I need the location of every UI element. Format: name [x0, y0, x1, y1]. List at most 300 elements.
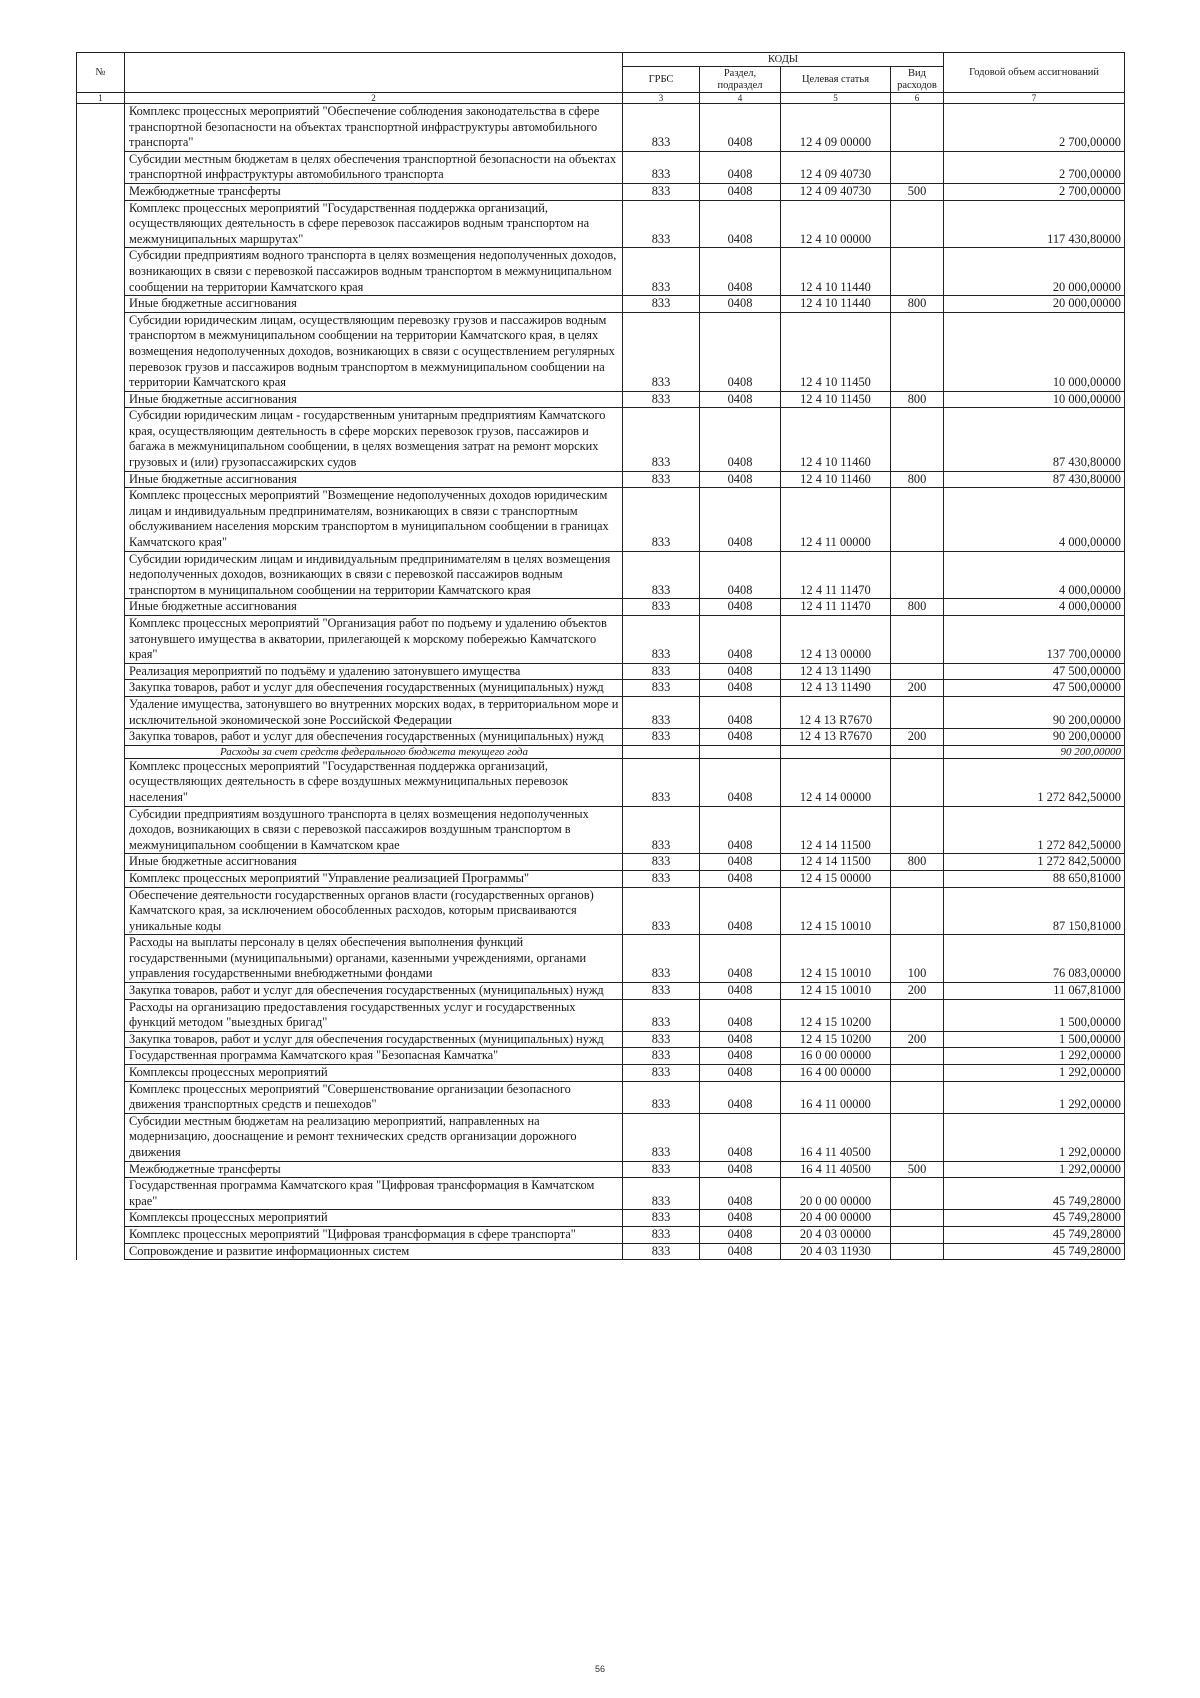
grbs-cell: 833	[623, 1048, 700, 1065]
table-row	[77, 729, 1125, 746]
expense-type-cell	[891, 1081, 944, 1113]
amount-cell: 1 272 842,50000	[944, 758, 1125, 806]
grbs-cell: 833	[623, 616, 700, 664]
row-number-cell	[77, 104, 125, 152]
section-cell: 0408	[700, 104, 781, 152]
section-cell: 0408	[700, 1081, 781, 1113]
table-row	[77, 1161, 1125, 1178]
target-cell: 20 4 03 11930	[781, 1243, 891, 1260]
table-body	[77, 104, 1125, 1260]
amount-cell: 1 292,00000	[944, 1048, 1125, 1065]
section-cell: 0408	[700, 1161, 781, 1178]
section-cell	[700, 745, 781, 758]
grbs-cell: 833	[623, 663, 700, 680]
expense-name-cell: Обеспечение деятельности государственных органов власти (государственных органов) Камчатского края, за исключением обособленных расходов, которым присваиваются уникальные коды	[125, 887, 623, 935]
page-number: 56	[594, 1664, 605, 1674]
header-codes: КОДЫ	[623, 53, 944, 67]
section-cell: 0408	[700, 854, 781, 871]
table-row	[77, 935, 1125, 983]
row-number-cell	[77, 248, 125, 296]
amount-cell: 1 500,00000	[944, 1031, 1125, 1048]
target-cell: 12 4 11 00000	[781, 488, 891, 551]
section-cell: 0408	[700, 999, 781, 1031]
expense-name-cell: Государственная программа Камчатского края "Безопасная Камчатка"	[125, 1048, 623, 1065]
amount-cell: 45 749,28000	[944, 1210, 1125, 1227]
target-cell: 12 4 09 40730	[781, 151, 891, 183]
table-row	[77, 183, 1125, 200]
expense-name-cell: Субсидии юридическим лицам, осуществляющим перевозку грузов и пассажиров водным транспортом в межмуниципальном сообщении на территории Камчатского края, в целях возмещения недополученных доходов, возникающих в связи с осуществлением регулярных перевозок грузов и пассажиров водным транспортом в межмуниципальном сообщении на территории Камчатского края	[125, 312, 623, 391]
row-number-cell	[77, 663, 125, 680]
target-cell: 12 4 15 10010	[781, 887, 891, 935]
grbs-cell: 833	[623, 104, 700, 152]
row-number-cell	[77, 935, 125, 983]
amount-cell: 45 749,28000	[944, 1243, 1125, 1260]
header-name-blank	[125, 53, 623, 93]
table-row	[77, 806, 1125, 854]
header-section: Раздел, подраздел	[700, 67, 781, 93]
expense-type-cell: 200	[891, 983, 944, 1000]
target-cell: 16 0 00 00000	[781, 1048, 891, 1065]
table-row	[77, 599, 1125, 616]
section-cell: 0408	[700, 296, 781, 313]
grbs-cell: 833	[623, 488, 700, 551]
section-cell: 0408	[700, 870, 781, 887]
col-num-2: 2	[125, 93, 623, 104]
section-cell: 0408	[700, 1031, 781, 1048]
target-cell: 12 4 13 R7670	[781, 729, 891, 746]
row-number-cell	[77, 887, 125, 935]
row-number-cell	[77, 806, 125, 854]
grbs-cell: 833	[623, 151, 700, 183]
expense-name-cell: Закупка товаров, работ и услуг для обеспечения государственных (муниципальных) нужд	[125, 680, 623, 697]
grbs-cell: 833	[623, 729, 700, 746]
grbs-cell: 833	[623, 551, 700, 599]
expense-name-cell: Закупка товаров, работ и услуг для обеспечения государственных (муниципальных) нужд	[125, 983, 623, 1000]
expense-type-cell: 200	[891, 729, 944, 746]
expense-type-cell	[891, 870, 944, 887]
grbs-cell: 833	[623, 806, 700, 854]
expense-name-cell: Государственная программа Камчатского края "Цифровая трансформация в Камчатском крае"	[125, 1178, 623, 1210]
section-cell: 0408	[700, 696, 781, 728]
expense-name-cell: Субсидии юридическим лицам и индивидуальным предпринимателям в целях возмещения недополученных доходов, возникающих в связи с перевозкой пассажиров водным транспортом в муниципальном сообщении на территории Камчатского края	[125, 551, 623, 599]
section-cell: 0408	[700, 983, 781, 1000]
table-row	[77, 551, 1125, 599]
section-cell: 0408	[700, 806, 781, 854]
expense-type-cell: 200	[891, 1031, 944, 1048]
expense-name-cell: Закупка товаров, работ и услуг для обеспечения государственных (муниципальных) нужд	[125, 1031, 623, 1048]
amount-cell: 87 430,80000	[944, 471, 1125, 488]
table-row	[77, 200, 1125, 248]
amount-cell: 20 000,00000	[944, 296, 1125, 313]
expense-name-cell: Комплексы процессных мероприятий	[125, 1210, 623, 1227]
table-row	[77, 1113, 1125, 1161]
section-cell: 0408	[700, 408, 781, 471]
expense-name-cell: Комплекс процессных мероприятий "Цифровая трансформация в сфере транспорта"	[125, 1226, 623, 1243]
expense-type-cell: 800	[891, 391, 944, 408]
table-row	[77, 1243, 1125, 1260]
amount-cell: 90 200,00000	[944, 745, 1125, 758]
row-number-cell	[77, 1210, 125, 1227]
amount-cell: 87 150,81000	[944, 887, 1125, 935]
row-number-cell	[77, 870, 125, 887]
row-number-cell	[77, 854, 125, 871]
col-num-5: 5	[781, 93, 891, 104]
table-row	[77, 887, 1125, 935]
grbs-cell: 833	[623, 408, 700, 471]
section-cell: 0408	[700, 680, 781, 697]
expense-type-cell	[891, 999, 944, 1031]
table-row	[77, 104, 1125, 152]
target-cell: 12 4 15 10200	[781, 1031, 891, 1048]
expense-name-cell: Комплекс процессных мероприятий "Обеспечение соблюдения законодательства в сфере транспортной безопасности на объектах транспортной инфраструктуры автомобильного транспорта"	[125, 104, 623, 152]
table-row	[77, 758, 1125, 806]
row-number-cell	[77, 599, 125, 616]
row-number-cell	[77, 1065, 125, 1082]
table-row	[77, 1210, 1125, 1227]
expense-name-cell: Субсидии местным бюджетам на реализацию мероприятий, направленных на модернизацию, дооснащение и ремонт технических средств организации дорожного движения	[125, 1113, 623, 1161]
grbs-cell: 833	[623, 1210, 700, 1227]
expense-type-cell	[891, 248, 944, 296]
target-cell: 12 4 13 11490	[781, 663, 891, 680]
target-cell	[781, 745, 891, 758]
amount-cell: 45 749,28000	[944, 1226, 1125, 1243]
amount-cell: 1 500,00000	[944, 999, 1125, 1031]
expense-name-cell: Иные бюджетные ассигнования	[125, 391, 623, 408]
amount-cell: 10 000,00000	[944, 391, 1125, 408]
expense-name-cell: Комплекс процессных мероприятий "Управление реализацией Программы"	[125, 870, 623, 887]
amount-cell: 47 500,00000	[944, 663, 1125, 680]
section-cell: 0408	[700, 616, 781, 664]
grbs-cell: 833	[623, 870, 700, 887]
table-row	[77, 854, 1125, 871]
row-number-cell	[77, 1081, 125, 1113]
target-cell: 20 0 00 00000	[781, 1178, 891, 1210]
table-row	[77, 663, 1125, 680]
section-cell: 0408	[700, 1210, 781, 1227]
expense-type-cell	[891, 887, 944, 935]
amount-cell: 45 749,28000	[944, 1178, 1125, 1210]
expense-type-cell	[891, 1178, 944, 1210]
expense-name-cell: Комплекс процессных мероприятий "Совершенствование организации безопасного движения транспортных средств и пешеходов"	[125, 1081, 623, 1113]
amount-cell: 1 292,00000	[944, 1113, 1125, 1161]
grbs-cell: 833	[623, 854, 700, 871]
amount-cell: 117 430,80000	[944, 200, 1125, 248]
section-cell: 0408	[700, 935, 781, 983]
grbs-cell: 833	[623, 696, 700, 728]
section-cell: 0408	[700, 488, 781, 551]
expense-name-cell: Иные бюджетные ассигнования	[125, 854, 623, 871]
expense-type-cell	[891, 408, 944, 471]
target-cell: 12 4 09 00000	[781, 104, 891, 152]
expense-name-cell: Закупка товаров, работ и услуг для обеспечения государственных (муниципальных) нужд	[125, 729, 623, 746]
section-cell: 0408	[700, 200, 781, 248]
expense-type-cell: 800	[891, 599, 944, 616]
row-number-cell	[77, 471, 125, 488]
row-number-cell	[77, 1161, 125, 1178]
expense-type-cell: 800	[891, 471, 944, 488]
target-cell: 12 4 10 11460	[781, 471, 891, 488]
row-number-cell	[77, 616, 125, 664]
section-cell: 0408	[700, 663, 781, 680]
expense-type-cell	[891, 616, 944, 664]
expense-name-cell: Межбюджетные трансферты	[125, 183, 623, 200]
target-cell: 16 4 11 40500	[781, 1113, 891, 1161]
table-row	[77, 680, 1125, 697]
row-number-cell	[77, 745, 125, 758]
table-row	[77, 1178, 1125, 1210]
col-num-6: 6	[891, 93, 944, 104]
grbs-cell: 833	[623, 1226, 700, 1243]
target-cell: 12 4 13 00000	[781, 616, 891, 664]
table-row	[77, 870, 1125, 887]
expense-type-cell	[891, 151, 944, 183]
expense-name-cell: Иные бюджетные ассигнования	[125, 296, 623, 313]
expense-name-cell: Иные бюджетные ассигнования	[125, 599, 623, 616]
amount-cell: 2 700,00000	[944, 151, 1125, 183]
table-row	[77, 408, 1125, 471]
row-number-cell	[77, 183, 125, 200]
expense-name-cell: Комплексы процессных мероприятий	[125, 1065, 623, 1082]
target-cell: 12 4 15 00000	[781, 870, 891, 887]
grbs-cell: 833	[623, 599, 700, 616]
section-cell: 0408	[700, 391, 781, 408]
amount-cell: 1 292,00000	[944, 1065, 1125, 1082]
amount-cell: 4 000,00000	[944, 551, 1125, 599]
expense-type-cell	[891, 663, 944, 680]
table-row	[77, 296, 1125, 313]
target-cell: 12 4 13 R7670	[781, 696, 891, 728]
row-number-cell	[77, 1031, 125, 1048]
grbs-cell: 833	[623, 1161, 700, 1178]
amount-cell: 4 000,00000	[944, 488, 1125, 551]
header-annual: Годовой объем ассигнований	[944, 53, 1125, 93]
table-row	[77, 151, 1125, 183]
expense-type-cell	[891, 1113, 944, 1161]
target-cell: 12 4 11 11470	[781, 551, 891, 599]
section-cell: 0408	[700, 183, 781, 200]
table-row	[77, 616, 1125, 664]
amount-cell: 88 650,81000	[944, 870, 1125, 887]
table-row	[77, 391, 1125, 408]
grbs-cell: 833	[623, 200, 700, 248]
amount-cell: 76 083,00000	[944, 935, 1125, 983]
col-num-3: 3	[623, 93, 700, 104]
budget-table	[76, 52, 1125, 1260]
amount-cell: 2 700,00000	[944, 183, 1125, 200]
expense-name-cell: Комплекс процессных мероприятий "Организация работ по подъему и удалению объектов затонувшего имущества в акватории, прилегающей к морскому побережью Камчатского края"	[125, 616, 623, 664]
expense-type-cell	[891, 1048, 944, 1065]
expense-type-cell: 500	[891, 1161, 944, 1178]
section-cell: 0408	[700, 1226, 781, 1243]
row-number-cell	[77, 758, 125, 806]
grbs-cell: 833	[623, 248, 700, 296]
expense-name-cell: Расходы на выплаты персоналу в целях обеспечения выполнения функций государственными (муниципальными) органами, казенными учреждениями, органами управления государственными внебюджетными фондами	[125, 935, 623, 983]
amount-cell: 20 000,00000	[944, 248, 1125, 296]
expense-name-cell: Сопровождение и развитие информационных систем	[125, 1243, 623, 1260]
amount-cell: 137 700,00000	[944, 616, 1125, 664]
grbs-cell: 833	[623, 391, 700, 408]
expense-type-cell: 200	[891, 680, 944, 697]
expense-type-cell	[891, 745, 944, 758]
expense-type-cell	[891, 1243, 944, 1260]
table-row	[77, 471, 1125, 488]
grbs-cell: 833	[623, 1113, 700, 1161]
row-number-cell	[77, 488, 125, 551]
target-cell: 16 4 11 40500	[781, 1161, 891, 1178]
section-cell: 0408	[700, 1178, 781, 1210]
amount-cell: 1 272 842,50000	[944, 806, 1125, 854]
expense-type-cell	[891, 1210, 944, 1227]
expense-type-cell	[891, 1065, 944, 1082]
grbs-cell: 833	[623, 1243, 700, 1260]
expense-type-cell	[891, 312, 944, 391]
col-num-1: 1	[77, 93, 125, 104]
section-cell: 0408	[700, 471, 781, 488]
amount-cell: 4 000,00000	[944, 599, 1125, 616]
amount-cell: 1 272 842,50000	[944, 854, 1125, 871]
target-cell: 12 4 09 40730	[781, 183, 891, 200]
expense-name-cell: Субсидии юридическим лицам - государственным унитарным предприятиям Камчатского края, осуществляющим деятельность в сфере морских перевозок грузов, пассажиров и багажа в межмуниципальном сообщении, в целях возмещения затрат на ремонт морских грузовых и (или) грузопассажирских судов	[125, 408, 623, 471]
target-cell: 20 4 00 00000	[781, 1210, 891, 1227]
row-number-cell	[77, 296, 125, 313]
expense-name-cell: Субсидии предприятиям воздушного транспорта в целях возмещения недополученных доходов, возникающих в связи с перевозкой пассажиров воздушным транспортом в межмуниципальном сообщении в Камчатском крае	[125, 806, 623, 854]
table-row	[77, 1031, 1125, 1048]
target-cell: 16 4 11 00000	[781, 1081, 891, 1113]
header-num: №	[77, 53, 125, 93]
amount-cell: 2 700,00000	[944, 104, 1125, 152]
grbs-cell	[623, 745, 700, 758]
target-cell: 12 4 11 11470	[781, 599, 891, 616]
row-number-cell	[77, 696, 125, 728]
expense-type-cell	[891, 551, 944, 599]
grbs-cell: 833	[623, 296, 700, 313]
target-cell: 12 4 15 10200	[781, 999, 891, 1031]
expense-type-cell: 800	[891, 854, 944, 871]
budget-table-page	[76, 52, 1124, 1260]
target-cell: 12 4 10 11440	[781, 296, 891, 313]
target-cell: 12 4 14 11500	[781, 806, 891, 854]
table-row	[77, 1048, 1125, 1065]
table-note-row	[77, 745, 1125, 758]
expense-name-cell: Расходы на организацию предоставления государственных услуг и государственных функций методом "выездных бригад"	[125, 999, 623, 1031]
grbs-cell: 833	[623, 1031, 700, 1048]
section-cell: 0408	[700, 1065, 781, 1082]
table-row	[77, 248, 1125, 296]
grbs-cell: 833	[623, 758, 700, 806]
target-cell: 12 4 15 10010	[781, 983, 891, 1000]
expense-name-cell: Субсидии предприятиям водного транспорта в целях возмещения недополученных доходов, возникающих в связи с перевозкой пассажиров водным транспортом в межмуниципальном сообщении на территории Камчатского края	[125, 248, 623, 296]
section-cell: 0408	[700, 151, 781, 183]
target-cell: 12 4 15 10010	[781, 935, 891, 983]
section-cell: 0408	[700, 248, 781, 296]
row-number-cell	[77, 999, 125, 1031]
expense-type-cell: 500	[891, 183, 944, 200]
header-grbs: ГРБС	[623, 67, 700, 93]
table-row	[77, 696, 1125, 728]
expense-name-cell: Субсидии местным бюджетам в целях обеспечения транспортной безопасности на объектах транспортной инфраструктуры автомобильного транспорта	[125, 151, 623, 183]
amount-cell: 1 292,00000	[944, 1161, 1125, 1178]
amount-cell: 47 500,00000	[944, 680, 1125, 697]
table-row	[77, 1226, 1125, 1243]
amount-cell: 90 200,00000	[944, 729, 1125, 746]
row-number-cell	[77, 312, 125, 391]
grbs-cell: 833	[623, 935, 700, 983]
table-row	[77, 983, 1125, 1000]
table-row	[77, 312, 1125, 391]
table-row	[77, 488, 1125, 551]
amount-cell: 10 000,00000	[944, 312, 1125, 391]
table-header	[77, 53, 1125, 104]
expense-type-cell	[891, 696, 944, 728]
target-cell: 16 4 00 00000	[781, 1065, 891, 1082]
amount-cell: 11 067,81000	[944, 983, 1125, 1000]
header-exp-type: Вид расходов	[891, 67, 944, 93]
section-cell: 0408	[700, 1048, 781, 1065]
section-cell: 0408	[700, 758, 781, 806]
row-number-cell	[77, 1226, 125, 1243]
target-cell: 12 4 14 00000	[781, 758, 891, 806]
expense-type-cell	[891, 104, 944, 152]
row-number-cell	[77, 1243, 125, 1260]
target-cell: 12 4 10 11460	[781, 408, 891, 471]
section-cell: 0408	[700, 887, 781, 935]
section-cell: 0408	[700, 599, 781, 616]
target-cell: 12 4 10 11440	[781, 248, 891, 296]
grbs-cell: 833	[623, 1178, 700, 1210]
amount-cell: 87 430,80000	[944, 408, 1125, 471]
expense-type-cell: 100	[891, 935, 944, 983]
target-cell: 12 4 14 11500	[781, 854, 891, 871]
expense-name-cell: Комплекс процессных мероприятий "Возмещение недополученных доходов юридическим лицам и индивидуальным предпринимателям, возникающих в связи с транспортным обслуживанием населения морским транспортом в муниципальном сообщении в границах Камчатского края"	[125, 488, 623, 551]
section-cell: 0408	[700, 1243, 781, 1260]
table-row	[77, 1065, 1125, 1082]
col-num-7: 7	[944, 93, 1125, 104]
row-number-cell	[77, 1048, 125, 1065]
grbs-cell: 833	[623, 887, 700, 935]
section-cell: 0408	[700, 312, 781, 391]
expense-type-cell	[891, 758, 944, 806]
expense-type-cell	[891, 806, 944, 854]
col-num-4: 4	[700, 93, 781, 104]
section-cell: 0408	[700, 1113, 781, 1161]
expense-type-cell	[891, 488, 944, 551]
expense-name-cell: Расходы за счет средств федерального бюджета текущего года	[125, 745, 623, 758]
grbs-cell: 833	[623, 183, 700, 200]
grbs-cell: 833	[623, 312, 700, 391]
target-cell: 20 4 03 00000	[781, 1226, 891, 1243]
expense-type-cell: 800	[891, 296, 944, 313]
row-number-cell	[77, 151, 125, 183]
section-cell: 0408	[700, 551, 781, 599]
section-cell: 0408	[700, 729, 781, 746]
expense-name-cell: Комплекс процессных мероприятий "Государственная поддержка организаций, осуществляющих деятельность в сфере воздушных межмуниципальных перевозок населения"	[125, 758, 623, 806]
expense-name-cell: Иные бюджетные ассигнования	[125, 471, 623, 488]
grbs-cell: 833	[623, 1065, 700, 1082]
grbs-cell: 833	[623, 1081, 700, 1113]
target-cell: 12 4 10 00000	[781, 200, 891, 248]
row-number-cell	[77, 391, 125, 408]
amount-cell: 1 292,00000	[944, 1081, 1125, 1113]
target-cell: 12 4 10 11450	[781, 391, 891, 408]
target-cell: 12 4 13 11490	[781, 680, 891, 697]
expense-name-cell: Удаление имущества, затонувшего во внутренних морских водах, в территориальном море и исключительной экономической зоне Российской Федерации	[125, 696, 623, 728]
row-number-cell	[77, 1178, 125, 1210]
target-cell: 12 4 10 11450	[781, 312, 891, 391]
expense-name-cell: Межбюджетные трансферты	[125, 1161, 623, 1178]
row-number-cell	[77, 551, 125, 599]
table-row	[77, 1081, 1125, 1113]
grbs-cell: 833	[623, 471, 700, 488]
